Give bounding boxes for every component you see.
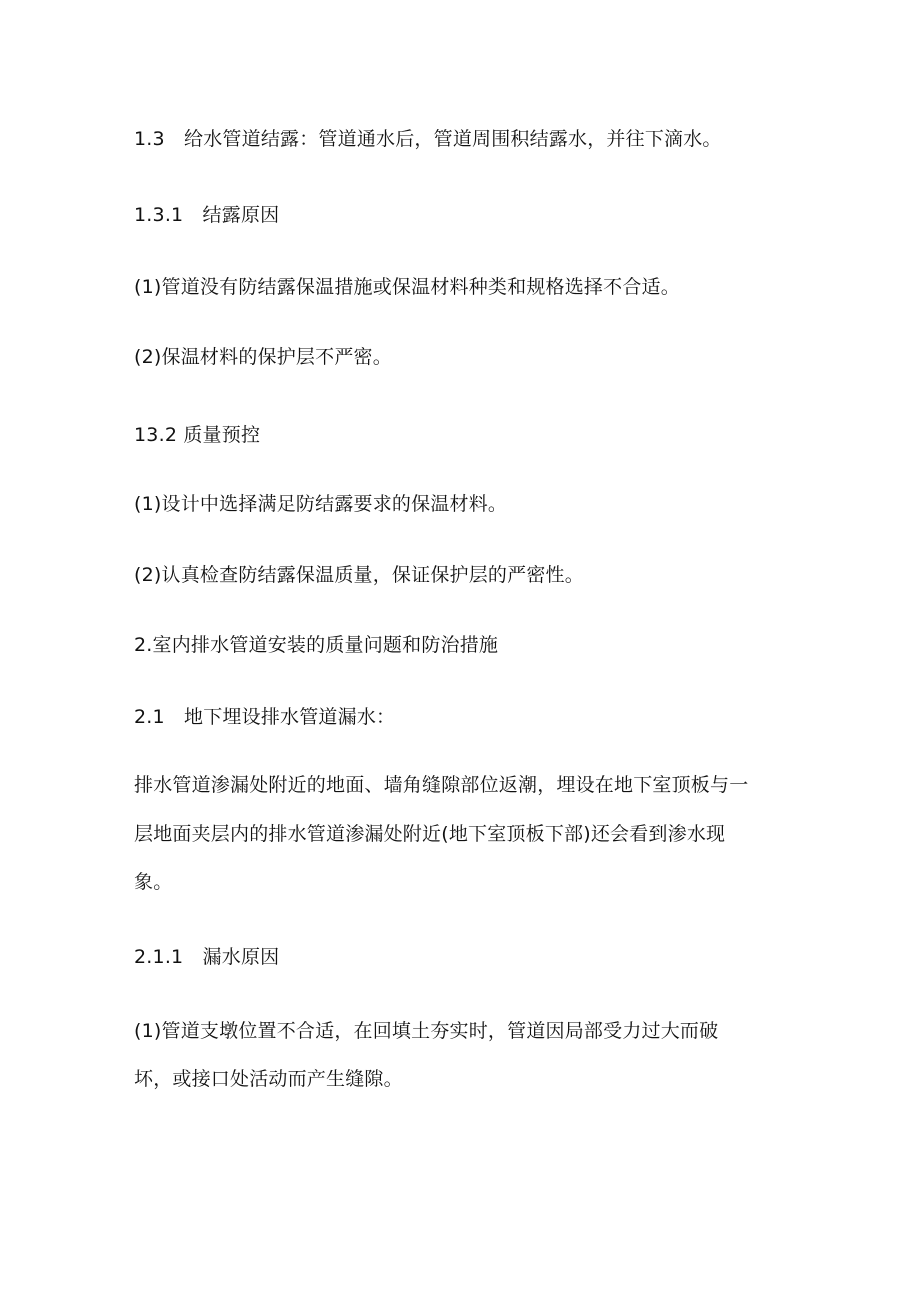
- section-2-1-heading: 2.1 地下埋设排水管道漏水：: [134, 706, 396, 728]
- leak-description-line-3: 象。: [134, 871, 173, 893]
- section-2-1-1-heading: 2.1.1 漏水原因: [134, 946, 280, 968]
- leak-cause-item-1-line-2: 坏，或接口处活动而产生缝隙。: [134, 1068, 403, 1090]
- section-13-2-heading: 13.2 质量预控: [134, 424, 261, 446]
- section-1-3-1-heading: 1.3.1 结露原因: [134, 204, 280, 226]
- section-1-3-heading: 1.3 给水管道结露：管道通水后，管道周围积结露水，并往下滴水。: [134, 128, 722, 150]
- cause-item-2: (2)保温材料的保护层不严密。: [134, 346, 392, 368]
- section-2-heading: 2.室内排水管道安装的质量问题和防治措施: [134, 634, 499, 656]
- control-item-1: (1)设计中选择满足防结露要求的保温材料。: [134, 493, 508, 515]
- leak-description-line-2: 层地面夹层内的排水管道渗漏处附近(地下室顶板下部)还会看到渗水现: [134, 823, 726, 845]
- control-item-2: (2)认真检查防结露保温质量，保证保护层的严密性。: [134, 564, 584, 586]
- leak-cause-item-1-line-1: (1)管道支墩位置不合适，在回填土夯实时，管道因局部受力过大而破: [134, 1020, 719, 1042]
- leak-description-line-1: 排水管道渗漏处附近的地面、墙角缝隙部位返潮，埋设在地下室顶板与一: [134, 774, 749, 796]
- cause-item-1: (1)管道没有防结露保温措施或保温材料种类和规格选择不合适。: [134, 276, 680, 298]
